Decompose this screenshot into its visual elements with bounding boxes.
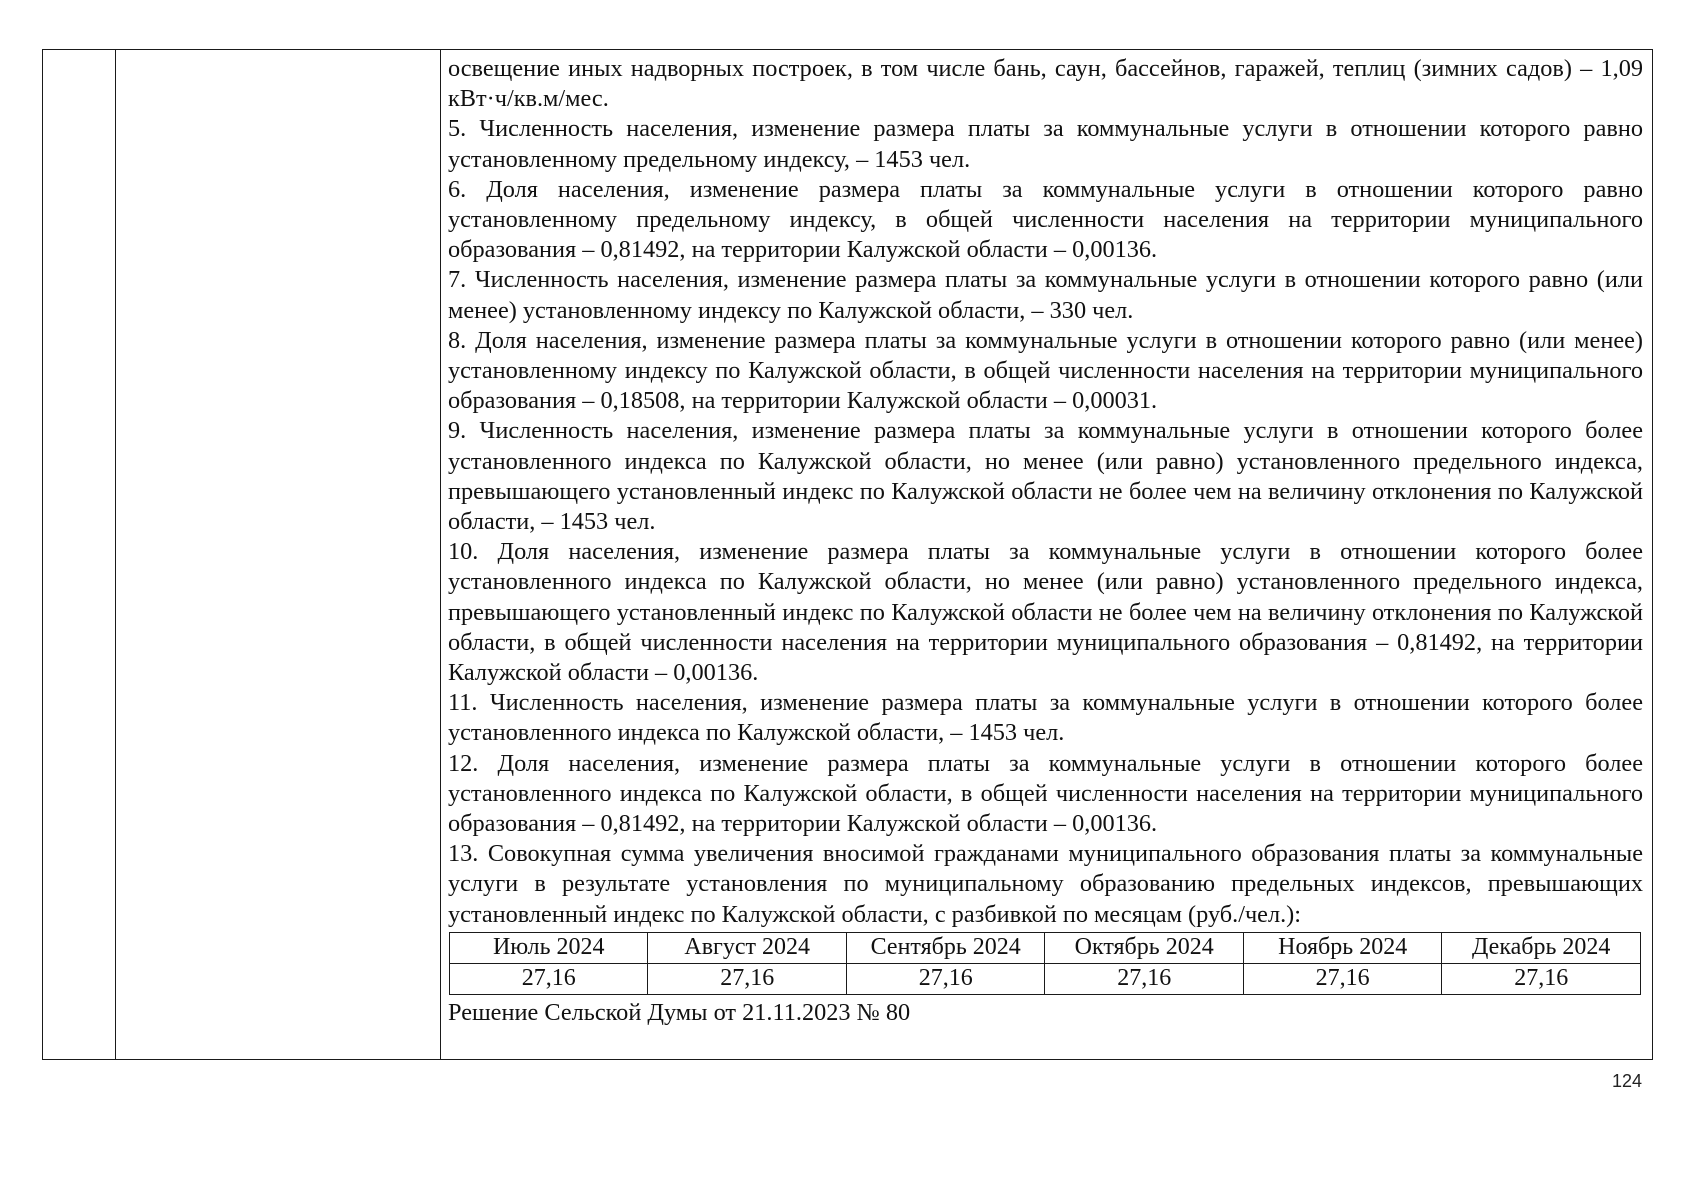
month-header-september: Сентябрь 2024 (846, 932, 1044, 963)
paragraph-continuation: освещение иных надворных построек, в том числе бань, саун, бассейнов, гаражей, теплиц (зимних садов) – 1,09 кВт·ч/кв.м/мес. (448, 55, 1643, 113)
month-header-october: Октябрь 2024 (1045, 932, 1243, 963)
paragraph-7: 7. Численность населения, изменение размера платы за коммунальные услуги в отношении которого равно (или менее) установленному индексу по Калужской области, – 330 чел. (448, 266, 1643, 324)
month-value-july: 27,16 (450, 963, 648, 994)
month-value-september: 27,16 (846, 963, 1044, 994)
month-value-november: 27,16 (1243, 963, 1441, 994)
decision-reference: Решение Сельской Думы от 21.11.2023 № 80 (448, 998, 911, 1026)
month-value-august: 27,16 (648, 963, 846, 994)
month-header-november: Ноябрь 2024 (1243, 932, 1441, 963)
column-divider-2 (440, 50, 441, 1059)
table-value-row (450, 963, 1641, 994)
month-header-december: Декабрь 2024 (1442, 932, 1641, 963)
month-value-october: 27,16 (1045, 963, 1243, 994)
paragraph-6: 6. Доля населения, изменение размера платы за коммунальные услуги в отношении которого равно установленному предельному индексу, в общей численности населения на территории муниципального образования – 0,81492, на территории Калужской области – 0,00136. (448, 175, 1643, 264)
paragraph-12: 12. Доля населения, изменение размера платы за коммунальные услуги в отношении которого более установленного индекса по Калужской области, в общей численности населения на территории муниципального образования – 0,81492, на территории Калужской области – 0,00136. (448, 749, 1643, 838)
paragraph-11: 11. Численность населения, изменение размера платы за коммунальные услуги в отношении которого более установленного индекса по Калужской области, – 1453 чел. (448, 689, 1643, 747)
table-frame (42, 49, 1653, 1060)
month-header-august: Август 2024 (648, 932, 846, 963)
paragraph-5: 5. Численность населения, изменение размера платы за коммунальные услуги в отношении которого равно установленному предельному индексу, – 1453 чел. (448, 115, 1643, 173)
column-divider-1 (115, 50, 116, 1059)
monthly-amount-table (449, 932, 1641, 995)
paragraph-10: 10. Доля населения, изменение размера платы за коммунальные услуги в отношении которого более установленного индекса по Калужской области, но менее (или равно) установленного предельного индекса, превышающего установленный индекс по Калужской области не более чем на величину отклонения по Калужской области, в общей численности населения на территории муниципального образования – 0,81492, на территории Калужской области – 0,00136. (448, 538, 1643, 687)
paragraph-8: 8. Доля населения, изменение размера платы за коммунальные услуги в отношении которого равно (или менее) установленному индексу по Калужской области, в общей численности населения на территории муниципального образования – 0,18508, на территории Калужской области – 0,00031. (448, 326, 1643, 415)
paragraph-13: 13. Совокупная сумма увеличения вносимой гражданами муниципального образования платы за коммунальные услуги в результате установления по муниципальному образованию предельных индексов, превышающих установленный индекс по Калужской области, с разбивкой по месяцам (руб./чел.): (448, 840, 1643, 928)
text-cell (448, 54, 1643, 1028)
table-header-row (450, 932, 1641, 963)
page-number: 124 (1612, 1071, 1643, 1091)
paragraph-9: 9. Численность населения, изменение размера платы за коммунальные услуги в отношении которого более установленного индекса по Калужской области, но менее (или равно) установленного предельного индекса, превышающего установленный индекс по Калужской области не более чем на величину отклонения по Калужской области, – 1453 чел. (448, 417, 1643, 536)
month-value-december: 27,16 (1442, 963, 1641, 994)
month-header-july: Июль 2024 (450, 932, 648, 963)
